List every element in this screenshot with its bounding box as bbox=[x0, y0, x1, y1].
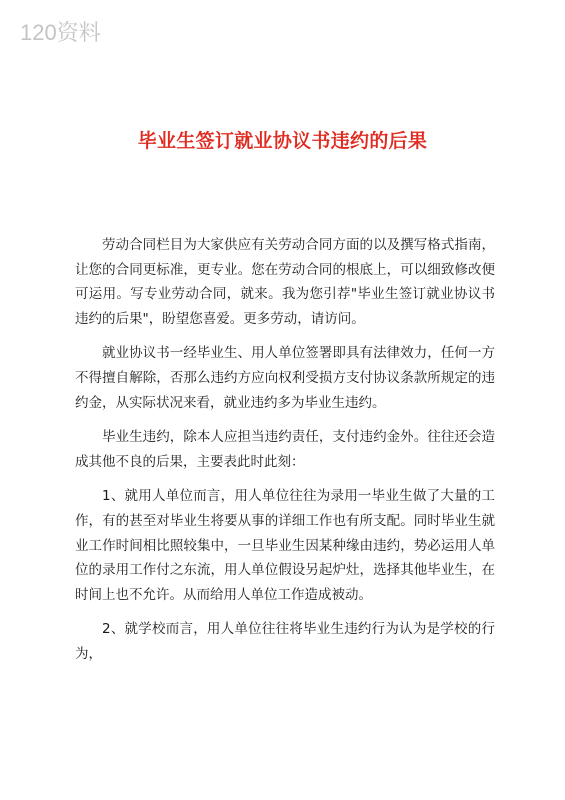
document-title: 毕业生签订就业协议书违约的后果 bbox=[137, 130, 428, 152]
paragraph-2: 就业协议书一经毕业生、用人单位签署即具有法律效力，任何一方不得擅自解除，否那么违约方应向权利受损方支付协议条款所规定的违约金，从实际状况来看，就业违约多为毕业生违约。 bbox=[75, 345, 495, 411]
document-body bbox=[75, 233, 495, 677]
watermark-text: 120资料 bbox=[20, 20, 101, 45]
paragraph-5: 2、就学校而言，用人单位往往将毕业生违约行为认为是学校的行为， bbox=[75, 621, 495, 662]
paragraph-3: 毕业生违约，除本人应担当违约责任，支付违约金外。往往还会造成其他不良的后果，主要表此时此刻： bbox=[75, 429, 495, 470]
paragraph-1: 劳动合同栏目为大家供应有关劳动合同方面的以及撰写格式指南，让您的合同更标准，更专业。您在劳动合同的根底上，可以细致修改便可运用。写专业劳动合同，就来。我为您引荐"毕业生签订就业协议书违约的后果"，盼望您喜爱。更多劳动，请访问。 bbox=[75, 237, 495, 327]
paragraph-4: 1、就用人单位而言，用人单位往往为录用一毕业生做了大量的工作，有的甚至对毕业生将要从事的详细工作也有所支配。同时毕业生就业工作时间相比照较集中，一旦毕业生因某种缘由违约，势必运用人单位的录用工作付之东流，用人单位假设另起炉灶，选择其他毕业生，在时间上也不允许。从而给用人单位工作造成被动。 bbox=[75, 488, 495, 603]
